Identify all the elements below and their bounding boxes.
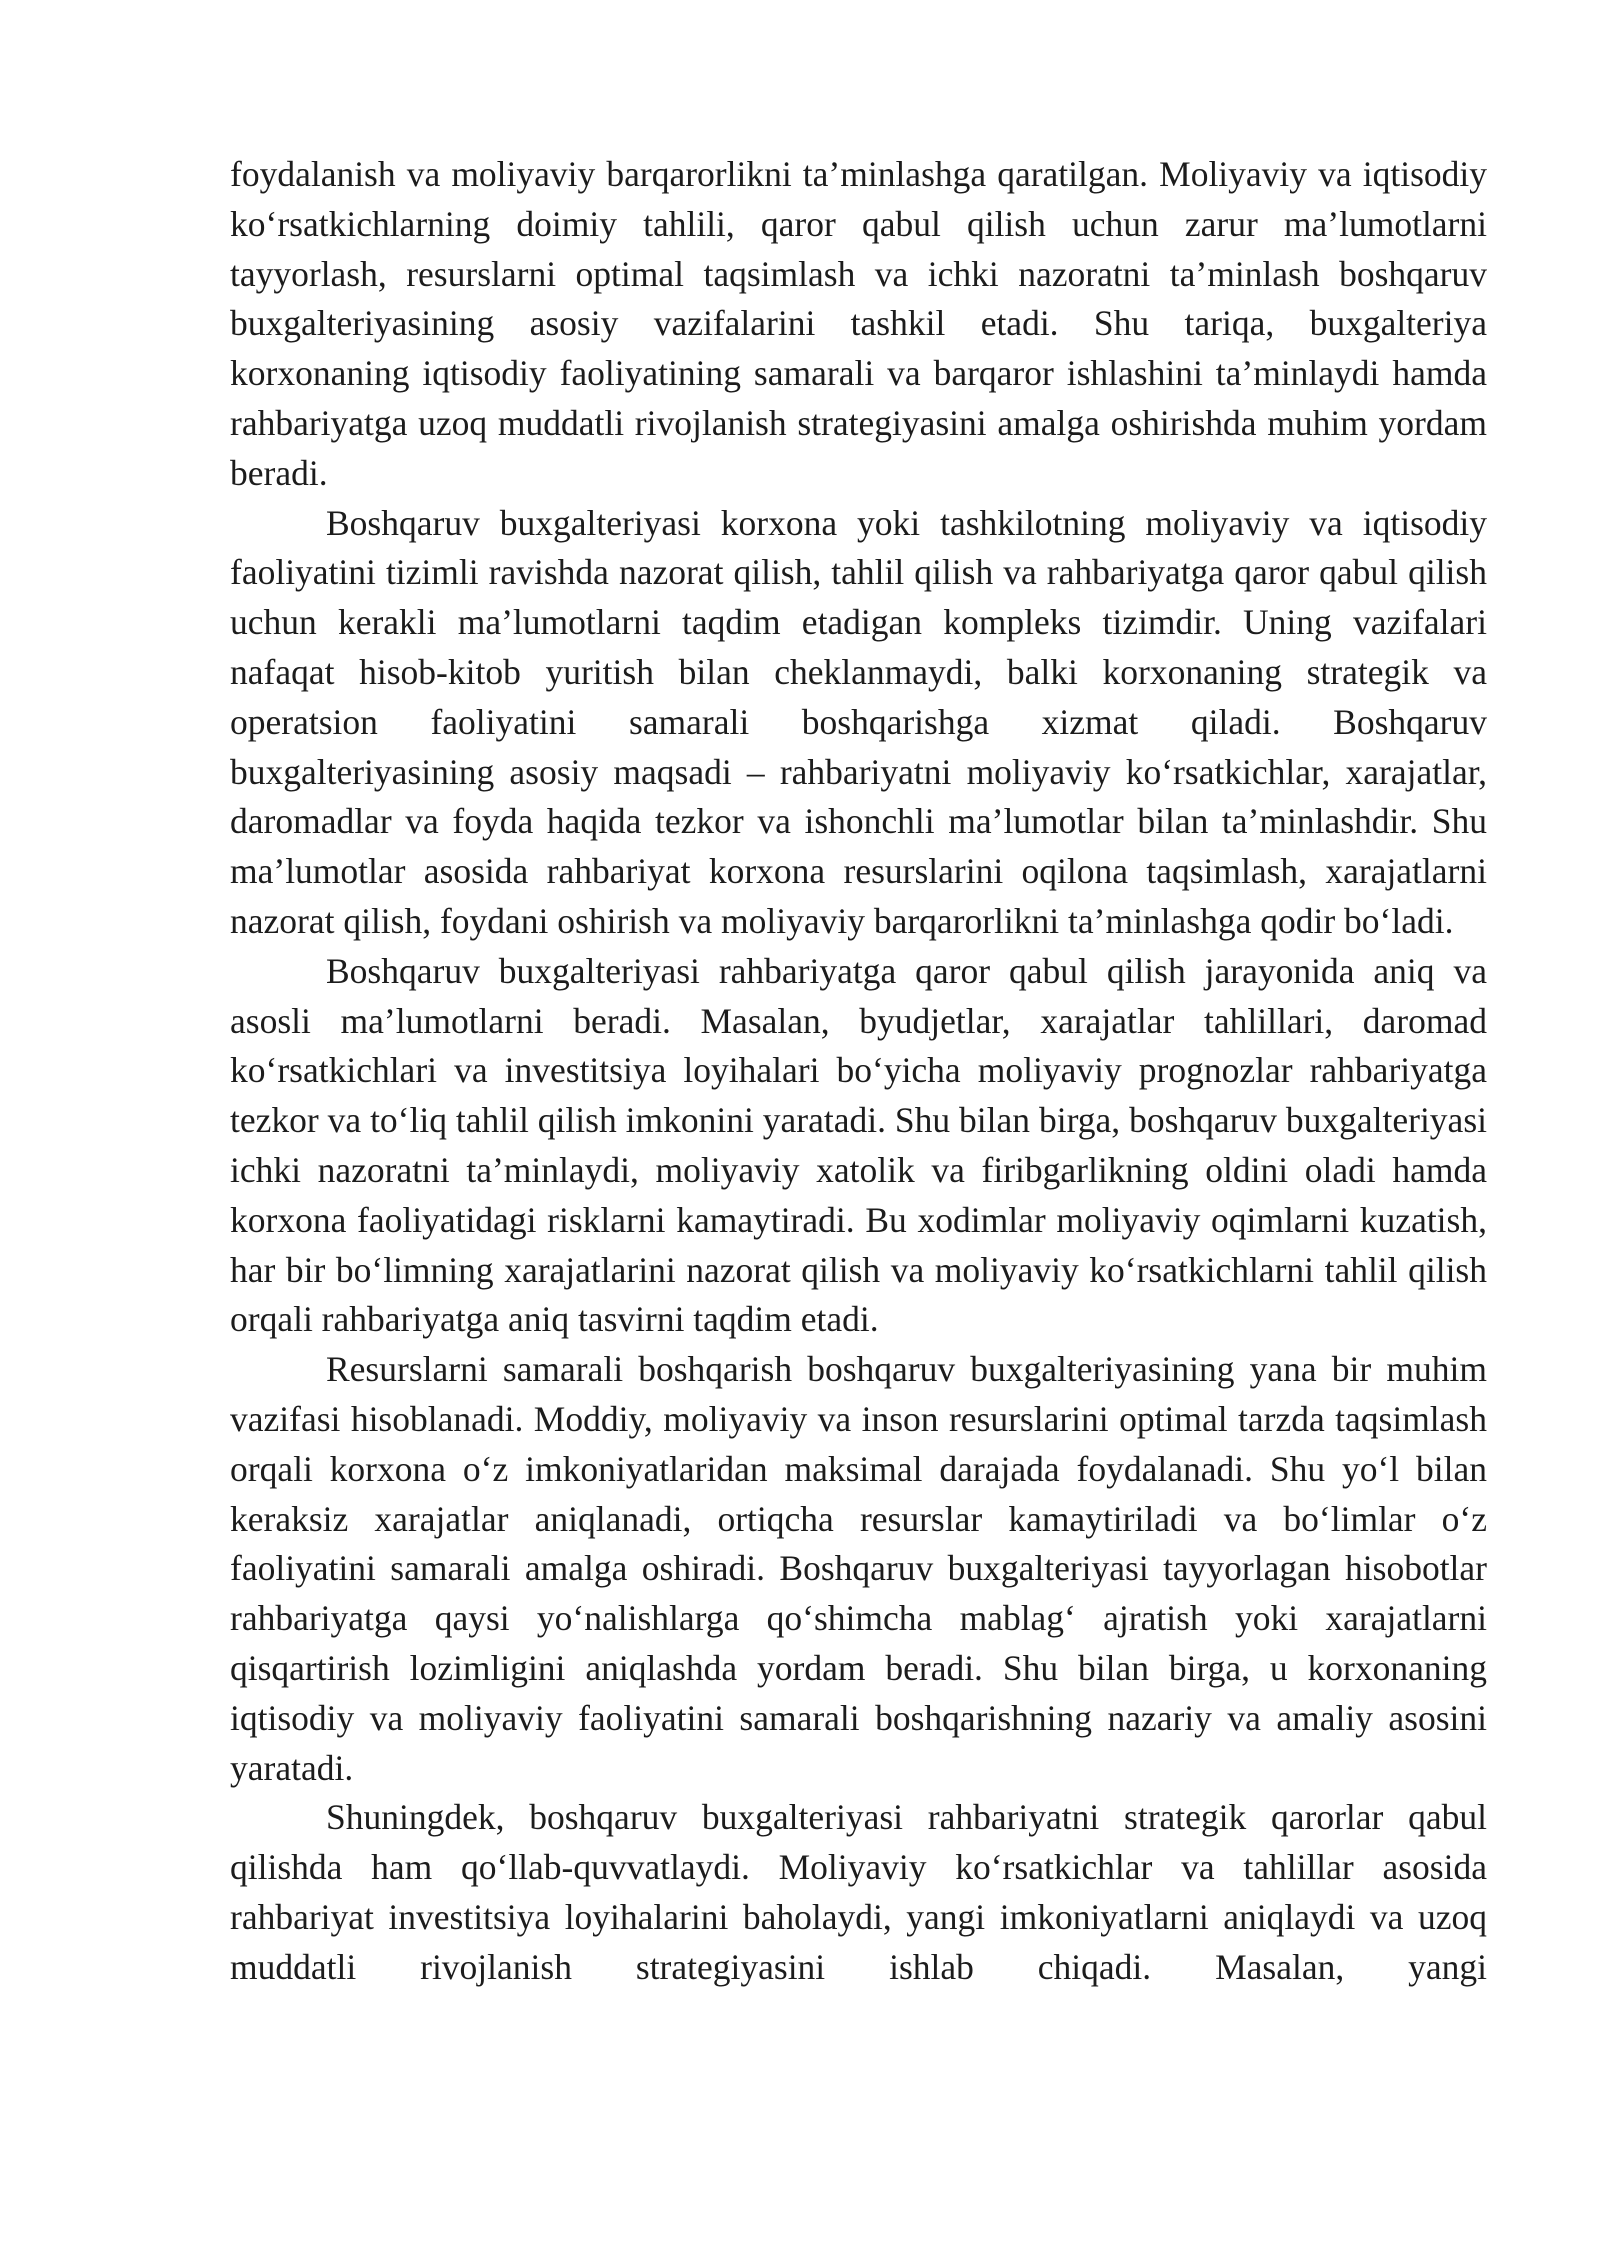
- paragraph-2: Boshqaruv buxgalteriyasi korxona yoki tashkilotning moliyaviy va iqtisodiy faoliyatini tizimli ravishda nazorat qilish, tahlil qilish va rahbariyatga qaror qabul qilish uchun kerakli ma’lumotlarni taqdim etadigan kompleks tizimdir. Uning vazifalari nafaqat hisob-kitob yuritish bilan cheklanmaydi, balki korxonaning strategik va operatsion faoliyatini samarali boshqarishga xizmat qiladi. Boshqaruv buxgalteriyasining asosiy maqsadi – rahbariyatni moliyaviy ko‘rsatkichlar, xarajatlar, daromadlar va foyda haqida tezkor va ishonchli ma’lumotlar bilan ta’minlashdir. Shu ma’lumotlar asosida rahbariyat korxona resurslarini oqilona taqsimlash, xarajatlarni nazorat qilish, foydani oshirish va moliyaviy barqarorlikni ta’minlashga qodir bo‘ladi.: [230, 502, 1487, 941]
- document-body: [230, 150, 1487, 1992]
- paragraph-5-continues: Shuningdek, boshqaruv buxgalteriyasi rahbariyatni strategik qarorlar qabul qilishda ham qo‘llab-quvvatlaydi. Moliyaviy ko‘rsatkichlar va tahlillar asosida rahbariyat investitsiya loyihalarini baholaydi, yangi imkoniyatlarni aniqlaydi va uzoq muddatli rivojlanish strategiyasini ishlab chiqadi. Masalan, yangi: [230, 1797, 1487, 1987]
- paragraph-1-continued: foydalanish va moliyaviy barqarorlikni ta’minlashga qaratilgan. Moliyaviy va iqtisodiy ko‘rsatkichlarning doimiy tahlili, qaror qabul qilish uchun zarur ma’lumotlarni tayyorlash, resurslarni optimal taqsimlash va ichki nazoratni ta’minlash boshqaruv buxgalteriyasining asosiy vazifalarini tashkil etadi. Shu tariqa, buxgalteriya korxonaning iqtisodiy faoliyatining samarali va barqaror ishlashini ta’minlaydi hamda rahbariyatga uzoq muddatli rivojlanish strategiyasini amalga oshirishda muhim yordam beradi.: [230, 154, 1487, 493]
- paragraph-3: Boshqaruv buxgalteriyasi rahbariyatga qaror qabul qilish jarayonida aniq va asosli ma’lumotlarni beradi. Masalan, byudjetlar, xarajatlar tahlillari, daromad ko‘rsatkichlari va investitsiya loyihalari bo‘yicha moliyaviy prognozlar rahbariyatga tezkor va to‘liq tahlil qilish imkonini yaratadi. Shu bilan birga, boshqaruv buxgalteriyasi ichki nazoratni ta’minlaydi, moliyaviy xatolik va firibgarlikning oldini oladi hamda korxona faoliyatidagi risklarni kamaytiradi. Bu xodimlar moliyaviy oqimlarni kuzatish, har bir bo‘limning xarajatlarini nazorat qilish va moliyaviy ko‘rsatkichlarni tahlil qilish orqali rahbariyatga aniq tasvirni taqdim etadi.: [230, 950, 1487, 1340]
- paragraph-4: Resurslarni samarali boshqarish boshqaruv buxgalteriyasining yana bir muhim vazifasi hisoblanadi. Moddiy, moliyaviy va inson resurslarini optimal tarzda taqsimlash orqali korxona o‘z imkoniyatlaridan maksimal darajada foydalanadi. Shu yo‘l bilan keraksiz xarajatlar aniqlanadi, ortiqcha resurslar kamaytiriladi va bo‘limlar o‘z faoliyatini samarali amalga oshiradi. Boshqaruv buxgalteriyasi tayyorlagan hisobotlar rahbariyatga qaysi yo‘nalishlarga qo‘shimcha mablag‘ ajratish yoki xarajatlarni qisqartirish lozimligini aniqlashda yordam beradi. Shu bilan birga, u korxonaning iqtisodiy va moliyaviy faoliyatini samarali boshqarishning nazariy va amaliy asosini yaratadi.: [230, 1349, 1487, 1788]
